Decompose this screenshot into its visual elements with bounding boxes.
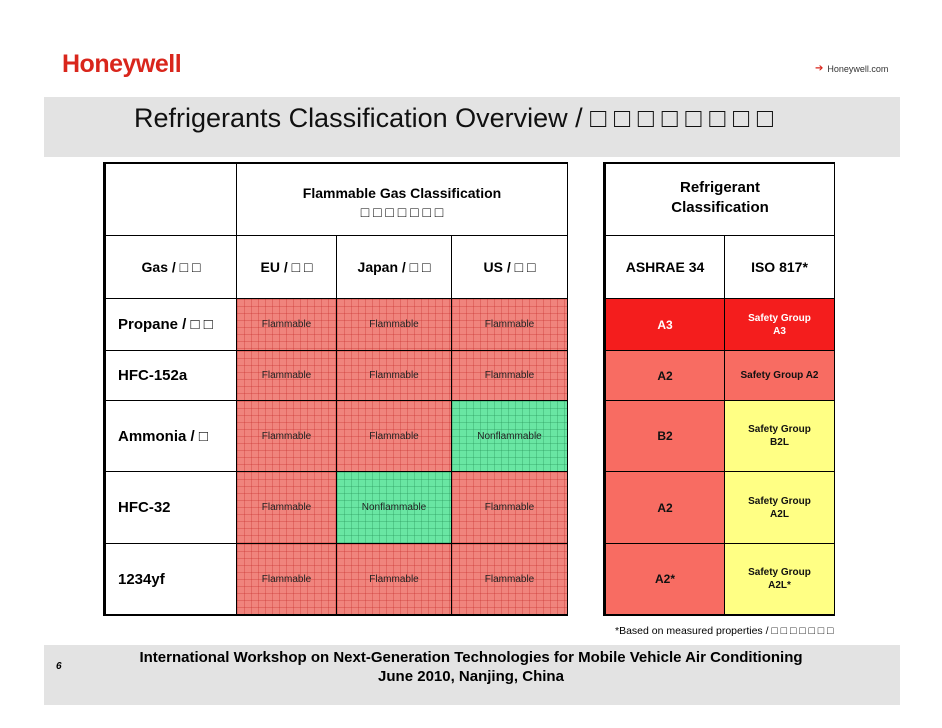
flammability-cell: Flammable bbox=[337, 401, 451, 471]
refrigerant-classification-table bbox=[603, 162, 835, 616]
flammability-cell: Flammable bbox=[452, 544, 567, 614]
flammable-header bbox=[237, 184, 567, 222]
iso-cell bbox=[725, 299, 834, 350]
footnote: *Based on measured properties / □ □ □ □ □ □ □ bbox=[615, 625, 834, 637]
flammability-cell: Flammable bbox=[337, 351, 451, 400]
refrigerant-header bbox=[606, 178, 834, 218]
footer-event-date: June 2010, Nanjing, China bbox=[378, 668, 564, 685]
table-row-label: Ammonia / □ bbox=[118, 427, 208, 445]
site-link-label: Honeywell.com bbox=[827, 63, 889, 74]
flammability-cell: Flammable bbox=[237, 299, 336, 350]
iso-cell bbox=[725, 472, 834, 543]
ashrae-cell: A3 bbox=[606, 299, 724, 350]
page-number: 6 bbox=[56, 661, 62, 672]
iso-cell-line1: Safety Group bbox=[748, 312, 811, 324]
ashrae-cell: B2 bbox=[606, 401, 724, 471]
col-header-gas: Gas / □ □ bbox=[141, 259, 201, 275]
refrigerant-header-line1: Refrigerant bbox=[679, 179, 761, 196]
flammability-cell: Nonflammable bbox=[337, 472, 451, 543]
iso-cell-line1: Safety Group A2 bbox=[740, 370, 819, 381]
col-header-ashrae: ASHRAE 34 bbox=[625, 259, 705, 275]
iso-cell-line1: Safety Group bbox=[748, 424, 811, 435]
col-header-us: US / □ □ bbox=[483, 259, 536, 275]
table-row-label: Propane / □ □ bbox=[118, 316, 213, 333]
flammable-classification-table bbox=[103, 162, 568, 616]
iso-cell-line1: Safety Group bbox=[748, 495, 811, 507]
arrow-right-icon: ➔ bbox=[815, 63, 824, 74]
col-header-eu: EU / □ □ bbox=[260, 259, 313, 275]
col-header-iso: ISO 817* bbox=[751, 259, 808, 275]
iso-cell-line2: B2L bbox=[770, 437, 789, 448]
table-row-label: HFC-152a bbox=[118, 367, 188, 384]
flammability-cell: Nonflammable bbox=[452, 401, 567, 471]
honeywell-site-link[interactable] bbox=[815, 63, 888, 74]
ashrae-cell: A2* bbox=[606, 544, 724, 614]
table-row-label: 1234yf bbox=[118, 570, 165, 588]
iso-cell bbox=[725, 351, 834, 400]
iso-cell-line1: Safety Group bbox=[748, 567, 811, 578]
refrigerant-header-line2: Classification bbox=[671, 199, 769, 216]
iso-cell bbox=[725, 401, 834, 471]
flammability-cell: Flammable bbox=[237, 472, 336, 543]
flammability-cell: Flammable bbox=[452, 472, 567, 543]
flammability-cell: Flammable bbox=[237, 401, 336, 471]
flammability-cell: Flammable bbox=[337, 299, 451, 350]
flammability-cell: Flammable bbox=[337, 544, 451, 614]
col-header-japan: Japan / □ □ bbox=[357, 259, 431, 275]
flammability-cell: Flammable bbox=[452, 351, 567, 400]
footer-event-title: International Workshop on Next-Generation Technologies for Mobile Vehicle Air Conditioning bbox=[139, 649, 803, 666]
honeywell-logo: Honeywell bbox=[62, 50, 182, 78]
table-row-label: HFC-32 bbox=[118, 499, 171, 516]
iso-cell-line2: A2L bbox=[770, 508, 789, 520]
flammability-cell: Flammable bbox=[237, 544, 336, 614]
flammability-cell: Flammable bbox=[452, 299, 567, 350]
iso-cell bbox=[725, 544, 834, 614]
ashrae-cell: A2 bbox=[606, 351, 724, 400]
flammable-header-en: Flammable Gas Classification bbox=[302, 185, 502, 201]
flammable-header-cn: □ □ □ □ □ □ □ bbox=[360, 204, 444, 220]
ashrae-cell: A2 bbox=[606, 472, 724, 543]
page-title: Refrigerants Classification Overview / □ □ □ □ □ □ □ □ bbox=[134, 103, 774, 133]
iso-cell-line2: A3 bbox=[773, 325, 786, 337]
iso-cell-line2: A2L* bbox=[768, 580, 791, 591]
flammability-cell: Flammable bbox=[237, 351, 336, 400]
